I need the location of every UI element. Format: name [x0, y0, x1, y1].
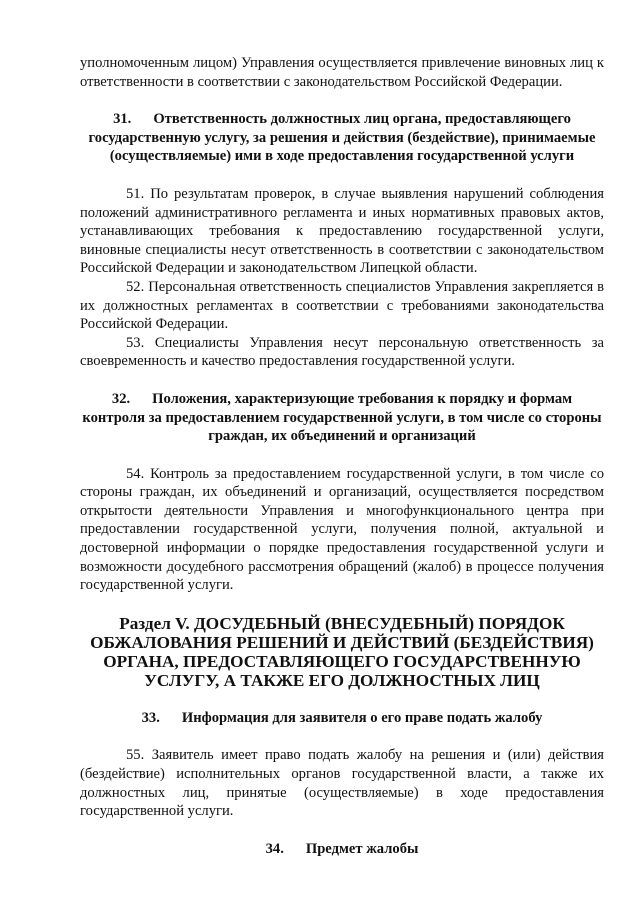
- section-v-title: Раздел V. ДОСУДЕБНЫЙ (ВНЕСУДЕБНЫЙ) ПОРЯДОК ОБЖАЛОВАНИЯ РЕШЕНИЙ И ДЕЙСТВИЙ (БЕЗДЕЙСТВИЯ) ОРГАНА, ПРЕДОСТАВЛЯЮЩЕГО ГОСУДАРСТВЕННУЮ УСЛУГУ, А ТАКЖЕ ЕГО ДОЛЖНОСТНЫХ ЛИЦ: [90, 613, 594, 690]
- heading-34-number: 34.: [265, 840, 284, 857]
- paragraph-51: 51. По результатам проверок, в случае выявления нарушений соблюдения положений административного регламента и иных нормативных правовых актов, устанавливающих требования к предоставлению государственной услуги, виновные специалисты несут ответственность в соответствии с законодательством Российской Федерации и законодательством Липецкой области.: [80, 185, 604, 277]
- heading-33-title: Информация для заявителя о его праве подать жалобу: [181, 709, 543, 726]
- heading-31-number: 31.: [113, 111, 132, 128]
- heading-34-title: Предмет жалобы: [305, 840, 419, 857]
- heading-33-number: 33.: [141, 709, 160, 726]
- heading-32-title: Положения, характеризующие требования к порядку и формам контроля за предоставлением государственной услуги, в том числе со стороны граждан, их объединений и организаций: [82, 390, 602, 445]
- intro-paragraph: уполномоченным лицом) Управления осуществляется привлечение виновных лиц к ответственности в соответствии с законодательством Российской Федерации.: [80, 55, 604, 90]
- heading-33: [80, 709, 604, 728]
- heading-31-title: Ответственность должностных лиц органа, предоставляющего государственную услугу, за решения и действия (бездействие), принимаемые (осуществляемые) ими в ходе предоставления государственной услуги: [88, 111, 596, 165]
- heading-32-number: 32.: [111, 390, 131, 407]
- heading-34: [80, 840, 604, 859]
- paragraph-53: 53. Специалисты Управления несут персональную ответственность за своевременность и качество предоставления государственной услуги.: [80, 334, 604, 370]
- heading-31: [80, 110, 604, 166]
- paragraph-55: 55. Заявитель имеет право подать жалобу на решения и (или) действия (бездействие) исполнительных органов государственной власти, а также их должностных лиц, принятые (осуществляемые) в ходе предоставления государственной услуги.: [80, 747, 604, 820]
- paragraph-52: 52. Персональная ответственность специалистов Управления закрепляется в их должностных регламентах в соответствии с требованиями законодательства Российской Федерации.: [80, 278, 604, 333]
- paragraph-54: 54. Контроль за предоставлением государственной услуги, в том числе со стороны граждан, их объединений и организаций, осуществляется посредством открытости деятельности Управления и многофункционального центра при предоставлении государственной услуги, получения полной, актуальной и достоверной информации о порядке предоставления государственной услуги и возможности досудебного рассмотрения обращений (жалоб) в процессе получения государственной услуги.: [80, 465, 604, 594]
- heading-32: [80, 390, 604, 446]
